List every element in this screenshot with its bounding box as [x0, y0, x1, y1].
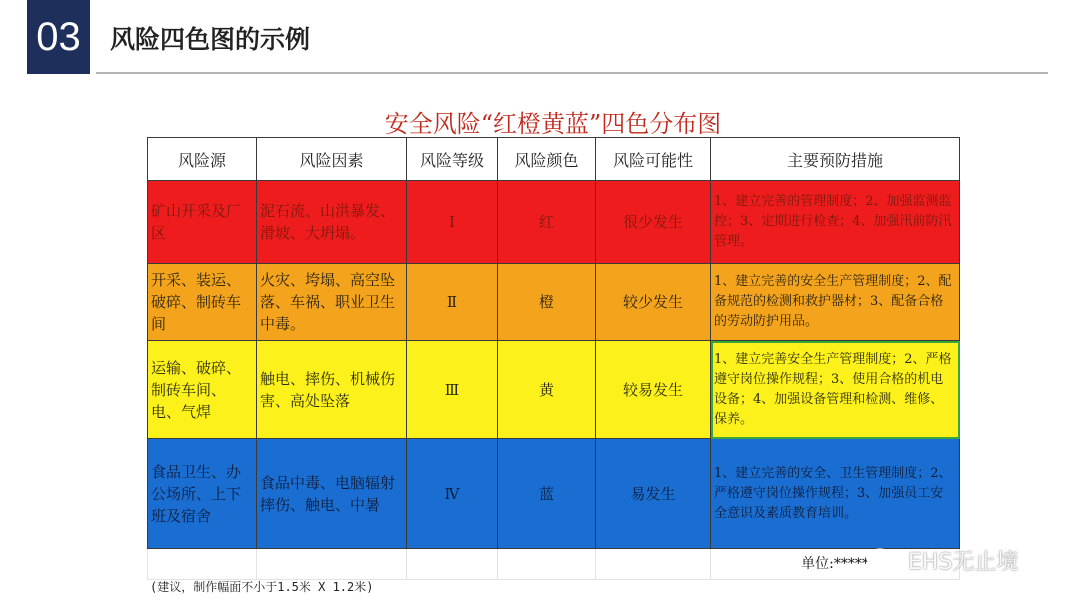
cell-factors: 触电、摔伤、机械伤害、高处坠落 [257, 341, 407, 439]
risk-four-color-table [147, 137, 960, 580]
header-risk-color: 风险颜色 [498, 138, 596, 181]
cell-likelihood: 易发生 [596, 439, 711, 549]
header-risk-source: 风险源 [148, 138, 257, 181]
size-note: (建议，制作幅面不小于1.5米 X 1.2米) [150, 580, 374, 594]
header-risk-likelihood: 风险可能性 [596, 138, 711, 181]
section-title: 风险四色图的示例 [110, 25, 311, 54]
cell-source: 矿山开采及厂区 [148, 181, 257, 264]
watermark [866, 545, 1018, 576]
cell-color: 橙 [498, 264, 596, 341]
section-number: 03 [36, 14, 81, 59]
cell-level: Ⅱ [407, 264, 498, 341]
section-number-badge [27, 0, 90, 74]
cell-level: Ⅳ [407, 439, 498, 549]
table-row-blue [148, 439, 960, 549]
wechat-icon [866, 547, 902, 575]
cell-measures: 1、建立完善安全生产管理制度；2、严格遵守岗位操作规程；3、使用合格的机电设备；4、加强设备管理和检测、维修、保养。 [711, 341, 960, 439]
header-prevention-measures: 主要预防措施 [711, 138, 960, 181]
table-title: 安全风险“红橙黄蓝”四色分布图 [384, 110, 722, 138]
cell-factors: 泥石流、山洪暴发、滑坡、大坍塌。 [257, 181, 407, 264]
cell-factors: 火灾、垮塌、高空坠落、车祸、职业卫生中毒。 [257, 264, 407, 341]
table-row-yellow [148, 341, 960, 439]
cell-level: Ⅲ [407, 341, 498, 439]
cell-likelihood: 很少发生 [596, 181, 711, 264]
header-divider [96, 72, 1048, 74]
unit-label: 单位:***** [711, 549, 960, 580]
cell-color: 红 [498, 181, 596, 264]
header-risk-level: 风险等级 [407, 138, 498, 181]
cell-color: 黄 [498, 341, 596, 439]
cell-likelihood: 较少发生 [596, 264, 711, 341]
cell-level: Ⅰ [407, 181, 498, 264]
table-footer-row [148, 549, 960, 580]
header-risk-factors: 风险因素 [257, 138, 407, 181]
table-row-orange [148, 264, 960, 341]
table-header-row [148, 138, 960, 181]
table-row-red [148, 181, 960, 264]
cell-measures: 1、建立完善的管理制度；2、加强监测监控；3、定期进行检查；4、加强汛前防汛管理。 [711, 181, 960, 264]
cell-color: 蓝 [498, 439, 596, 549]
cell-measures: 1、建立完善的安全生产管理制度；2、配备规范的检测和救护器材；3、配备合格的劳动防护用品。 [711, 264, 960, 341]
cell-source: 食品卫生、办公场所、上下班及宿舍 [148, 439, 257, 549]
watermark-text: EHS无止境 [908, 550, 1019, 575]
cell-source: 开采、装运、破碎、制砖车间 [148, 264, 257, 341]
cell-measures: 1、建立完善的安全、卫生管理制度；2、严格遵守岗位操作规程；3、加强员工安全意识及素质教育培训。 [711, 439, 960, 549]
cell-likelihood: 较易发生 [596, 341, 711, 439]
cell-factors: 食品中毒、电脑辐射摔伤、触电、中暑 [257, 439, 407, 549]
cell-source: 运输、破碎、制砖车间、电、气焊 [148, 341, 257, 439]
